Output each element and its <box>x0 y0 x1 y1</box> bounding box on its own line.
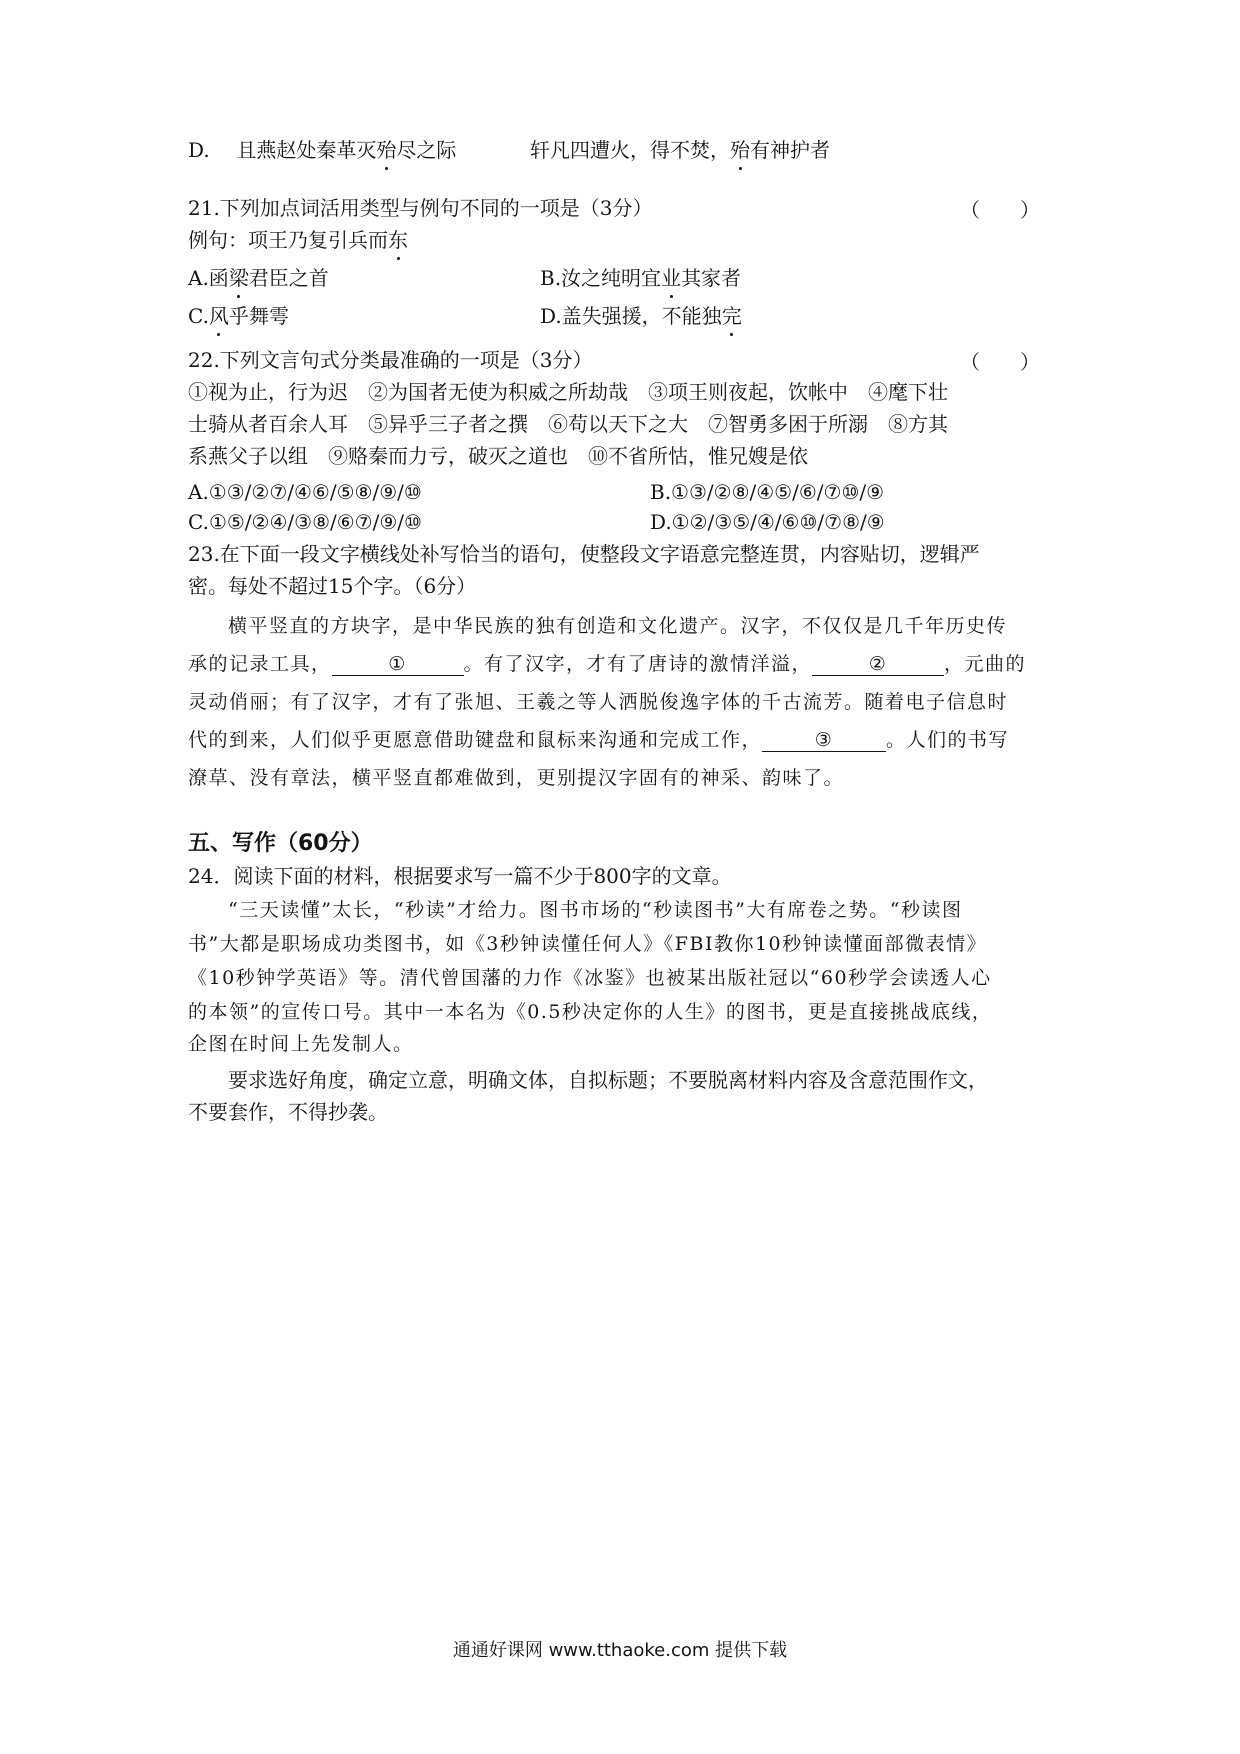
q23-passage-line-2: 承的记录工具， ① 。有了汉字，才有了唐诗的激情洋溢， ② ，元曲的 <box>188 653 1027 675</box>
q24-requirement-line-2: 不要套作，不得抄袭。 <box>188 1100 388 1124</box>
emphasis-dot-char: 完 <box>721 304 742 328</box>
q20-option-d-right: 轩凡四遭火，得不焚，殆有神护者 <box>530 138 830 162</box>
q21-option-c: C.风乎舞雩 <box>188 304 289 328</box>
q23-stem-line-2: 密。每处不超过15个字。（6分） <box>188 574 477 598</box>
q24-material-line-5: 企图在时间上先发制人。 <box>188 1033 414 1055</box>
q22-answer-paren: （ ） <box>960 350 1040 374</box>
fill-blank-2[interactable]: ② <box>812 653 944 676</box>
page-footer-watermark: 通通好课网 www.tthaoke.com 提供下载 <box>452 1640 788 1661</box>
q22-sentences-line-2: 士骑从者百余人耳 ⑤异乎三子者之撰 ⑥苟以天下之大 ⑦智勇多困于所溺 ⑧方其 <box>188 412 948 436</box>
q24-material-line-1: “三天读懂”太长，“秒读”才给力。图书市场的“秒读图书”大有席卷之势。“秒读图 <box>228 899 963 921</box>
q20-optd-label: D. <box>188 138 210 162</box>
q23-stem-line-1: 23.在下面一段文字横线处补写恰当的语句，使整段文字语意完整连贯，内容贴切，逻辑严 <box>188 542 980 566</box>
q22-option-d: D.①②/③⑤/④/⑥⑩/⑦⑧/⑨ <box>650 510 885 534</box>
q22-sentences-line-3: 系燕父子以组 ⑨赂秦而力亏，破灭之道也 ⑩不省所怙，惟兄嫂是依 <box>188 444 808 468</box>
q21-option-d: D.盖失强援，不能独完 <box>540 304 742 328</box>
q21-option-a: A.函梁君臣之首 <box>188 266 329 290</box>
q22-sentences-line-1: ①视为止，行为迟 ②为国者无使为积威之所劫哉 ③项王则夜起，饮帐中 ④麾下壮 <box>188 380 948 404</box>
emphasis-dot-char: 风 <box>208 304 229 328</box>
q22-option-b: B.①③/②⑧/④⑤/⑥/⑦⑩/⑨ <box>650 480 885 504</box>
q21-stem: 21.下列加点词活用类型与例句不同的一项是（3分） <box>188 196 653 220</box>
fill-blank-3[interactable]: ③ <box>762 729 886 752</box>
q23-passage-line-1: 横平竖直的方块字，是中华民族的独有创造和文化遗产。汉字，不仅仅是几千年历史传 <box>228 615 1008 637</box>
emphasis-dot-char: 业 <box>661 266 682 290</box>
q21-option-b: B.汝之纯明宜业其家者 <box>540 266 742 290</box>
q24-stem: 24．阅读下面的材料，根据要求写一篇不少于800字的文章。 <box>188 864 732 888</box>
emphasis-dot-char: 东 <box>388 228 408 252</box>
emphasis-dot-char: 殆 <box>376 138 397 162</box>
fill-blank-1[interactable]: ① <box>332 653 464 676</box>
q24-requirement-line-1: 要求选好角度，确定立意，明确文体，自拟标题；不要脱离材料内容及含意范围作文， <box>228 1068 988 1092</box>
q24-material-line-2: 书”大都是职场成功类图书，如《3秒钟读懂任何人》《FBI教你10秒钟读懂面部微表情》 <box>188 933 988 955</box>
q22-option-a: A.①③/②⑦/④⑥/⑤⑧/⑨/⑩ <box>188 480 422 504</box>
q24-material-line-3: 《10秒钟学英语》等。清代曾国藩的力作《冰鉴》也被某出版社冠以“60秒学会读透人心 <box>188 967 992 989</box>
q24-material-line-4: 的本领”的宣传口号。其中一本名为《0.5秒决定你的人生》的图书，更是直接挑战底线， <box>188 1001 993 1023</box>
q23-passage-line-5: 潦草、没有章法，横平竖直都难做到，更别提汉字固有的神采、韵味了。 <box>188 767 845 789</box>
q23-passage-line-4: 代的到来，人们似乎更愿意借助键盘和鼠标来沟通和完成工作， ③ 。人们的书写 <box>188 729 1010 751</box>
section-heading-writing: 五、写作（60分） <box>188 831 373 856</box>
q21-answer-paren: （ ） <box>960 198 1040 222</box>
emphasis-dot-char: 梁 <box>228 266 249 290</box>
emphasis-dot-char: 殆 <box>730 138 750 162</box>
q23-passage-line-3: 灵动俏丽；有了汉字，才有了张旭、王羲之等人洒脱俊逸字体的千古流芳。随着电子信息时 <box>188 691 1009 713</box>
q21-example: 例句：项王乃复引兵而东 <box>188 228 408 252</box>
q22-option-c: C.①⑤/②④/③⑧/⑥⑦/⑨/⑩ <box>188 510 422 534</box>
q20-option-d: D. 且燕赵处秦革灭殆尽之际 <box>188 138 457 162</box>
q22-stem: 22.下列文言句式分类最准确的一项是（3分） <box>188 348 593 372</box>
